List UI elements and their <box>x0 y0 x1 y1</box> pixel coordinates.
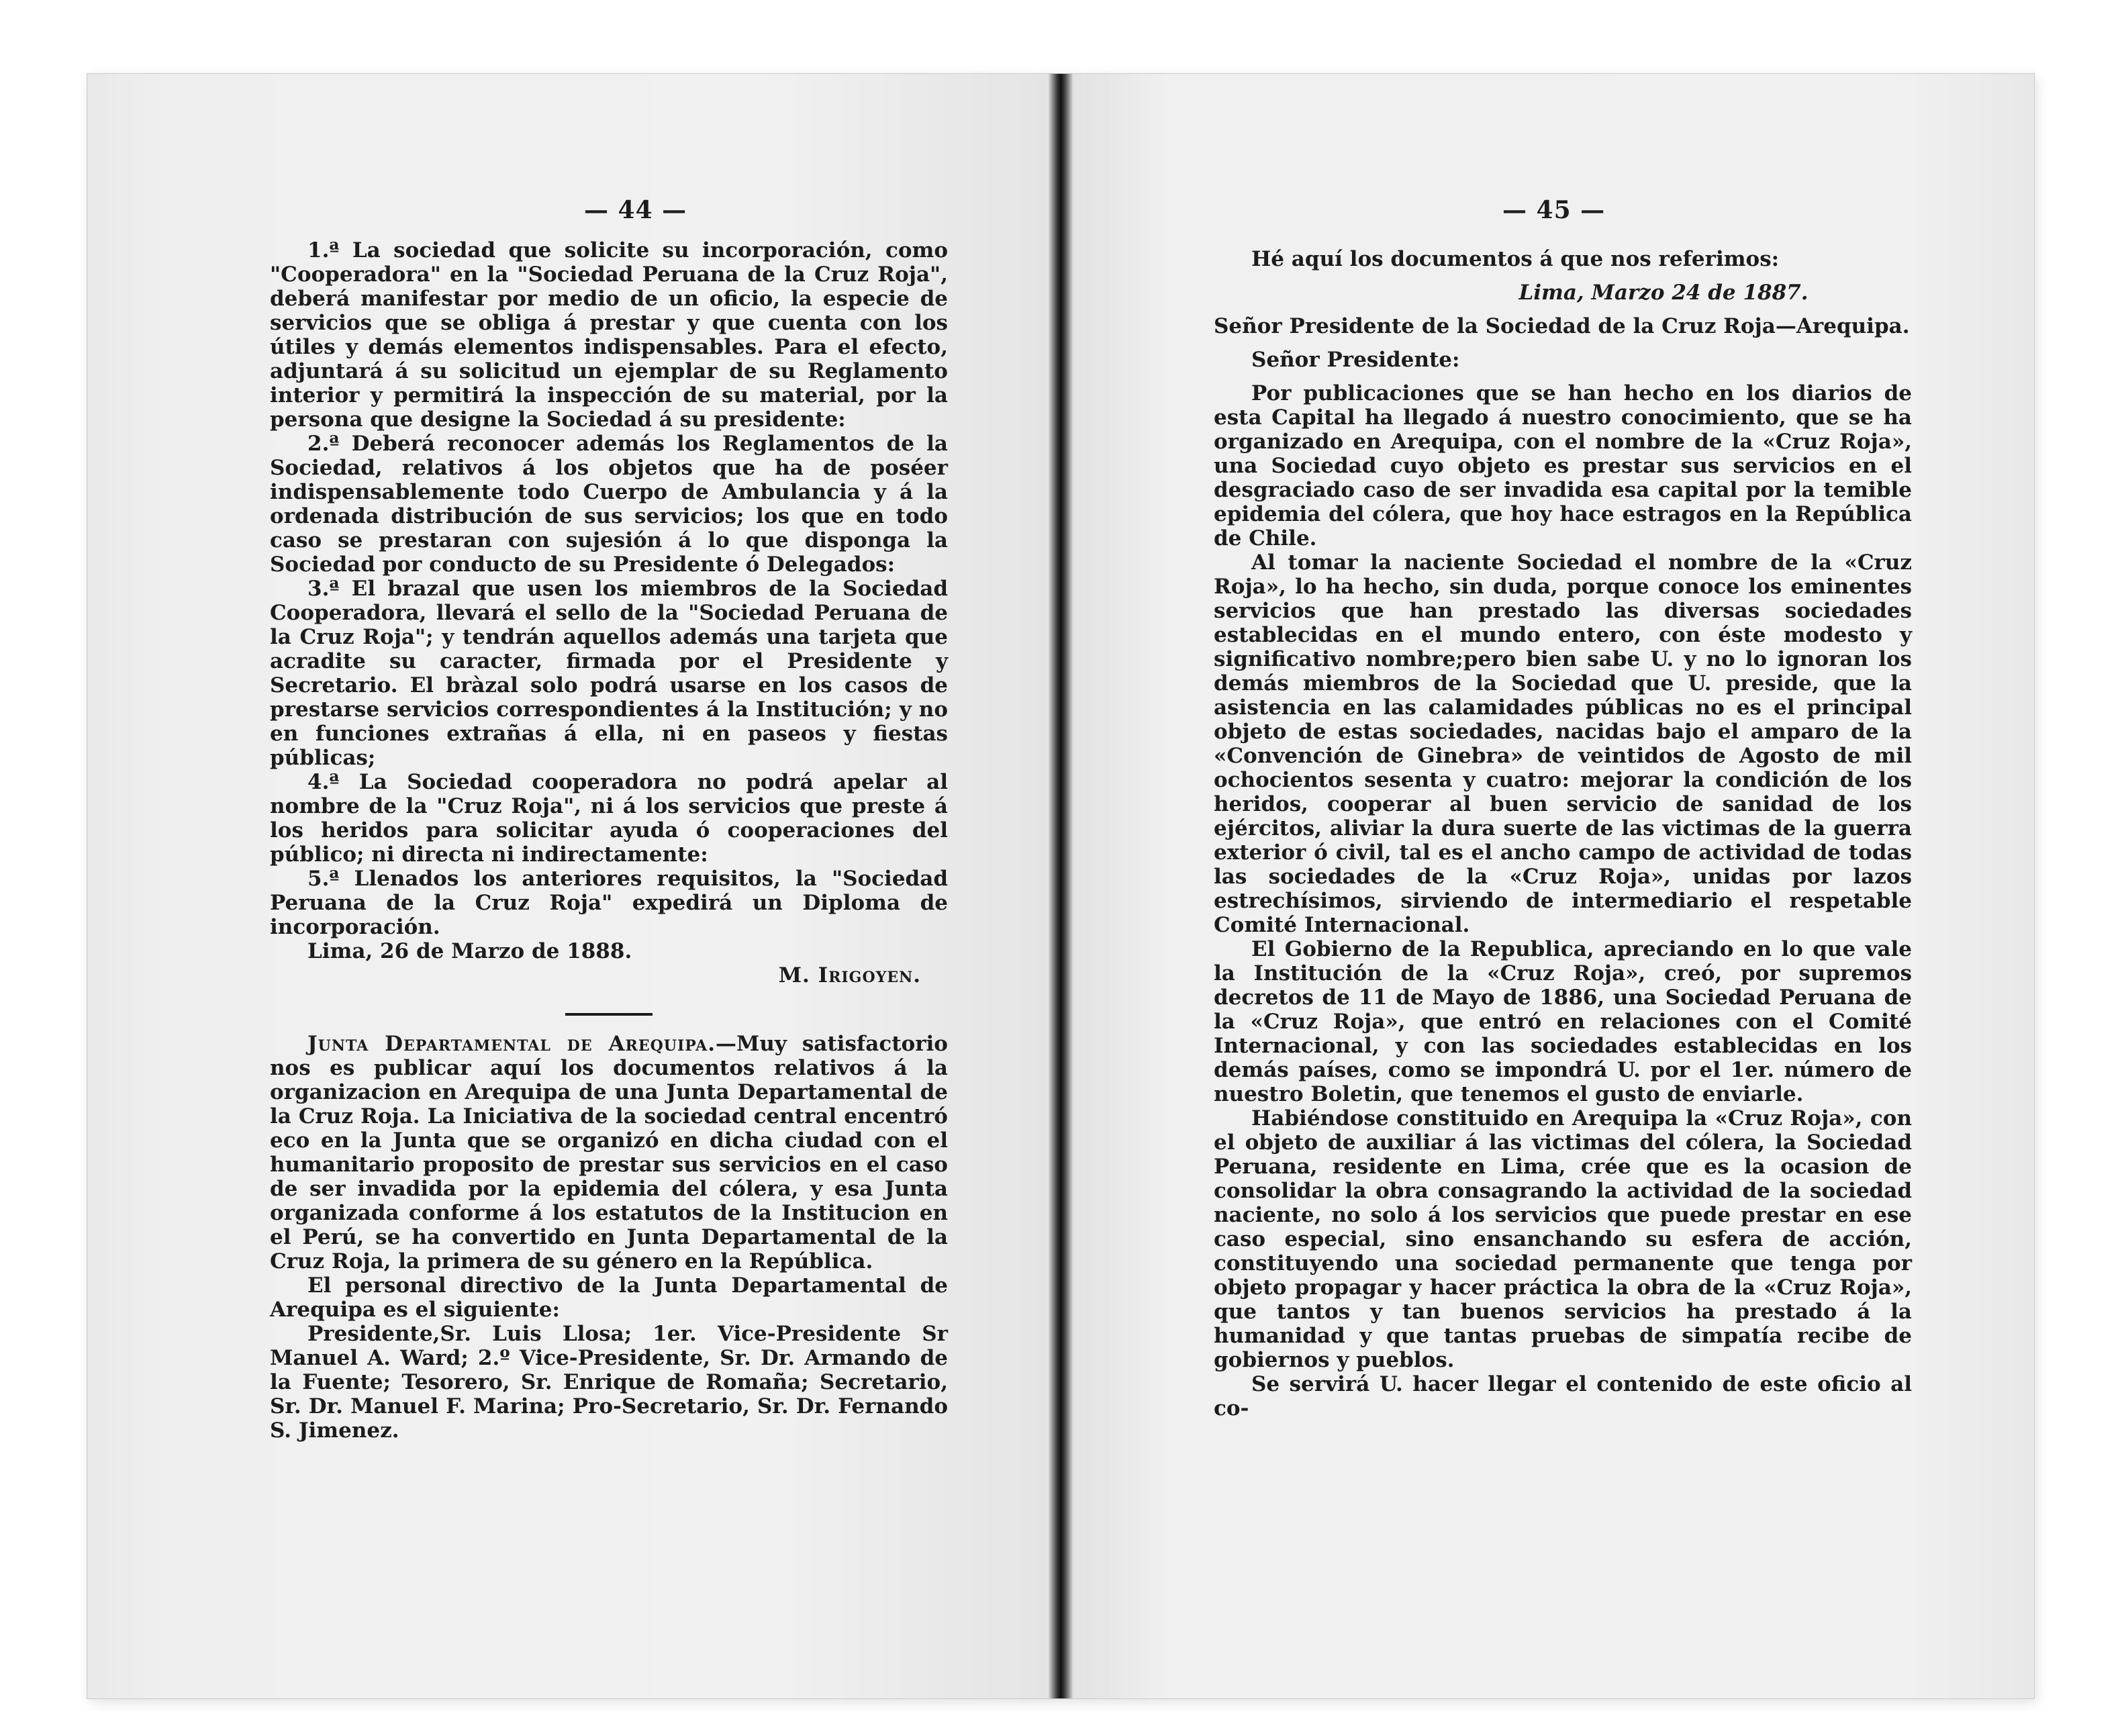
page-number-45: — 45 — <box>1502 196 1606 224</box>
date-line: Lima, 26 de Marzo de 1888. <box>307 939 632 963</box>
left-page <box>87 74 1049 1698</box>
right-page-text <box>1214 247 1912 1420</box>
rule-1: 1.ª La sociedad que solicite su incorporación, como "Cooperadora" en la "Sociedad Peruana de la Cruz Roja", deberá manifestar por medio de un oficio, la especie de servicios que se obliga á prestar y que cuenta con los útiles y demás elementos indispensables. Para el efecto, adjuntará á su solicitud un ejemplar de su Reglamento interior y permitirá la inspección de su material, por la persona que designe la Sociedad á su presidente: <box>270 238 948 432</box>
letter-paragraph-4: Habiéndose constituido en Arequipa la «Cruz Roja», con el objeto de auxiliar á las victimas del cólera, la Sociedad Peruana, residente en Lima, crée que es la ocasion de consolidar la obra consagrando la actividad de la sociedad naciente, no solo á los servicios que puede prestar en ese caso especial, sino ensanchando su esfera de acción, constituyendo una sociedad permanente que tenga por objeto propagar y hacer práctica la obra de la «Cruz Roja», que tantos y tan buenos servicios ha prestado á la humanidad y que tantas pruebas de simpatía recibe de gobiernos y pueblos. <box>1214 1106 1912 1372</box>
section-divider <box>565 1013 653 1016</box>
intro-line: Hé aquí los documentos á que nos referimos: <box>1251 247 1780 271</box>
letter-addressee: Señor Presidente de la Sociedad de la Cruz Roja—Arequipa. <box>1214 314 1910 338</box>
letter-paragraph-1: Por publicaciones que se han hecho en los diarios de esta Capital ha llegado á nuestro conocimiento, que se ha organizado en Arequipa, con el nombre de la «Cruz Roja», una Sociedad cuyo objeto es prestar sus servicios en el desgraciado caso de ser invadida esa capital por la temible epidemia del cólera, que hoy hace estragos en la República de Chile. <box>1214 381 1912 550</box>
signature: M. Irigoyen. <box>778 963 921 987</box>
right-page <box>1073 74 2034 1698</box>
rule-4: 4.ª La Sociedad cooperadora no podrá apelar al nombre de la "Cruz Roja", ni á los servicios que preste á los heridos para solicitar ayuda ó cooperaciones del público; ni directa ni indirectamente: <box>270 770 948 867</box>
junta-paragraph <box>270 1032 948 1273</box>
letter-paragraph-5: Se servirá U. hacer llegar el contenido de este oficio al co- <box>1214 1372 1912 1420</box>
letter-paragraph-2: Al tomar la naciente Sociedad el nombre de la «Cruz Roja», lo ha hecho, sin duda, porque conoce los eminentes servicios que han prestado las diversas sociedades establecidas en el mundo entero, con éste modesto y significativo nombre;pero bien sabe U. y no lo ignoran los demás miembros de la Sociedad que U. preside, que la asistencia en las calamidades públicas no es el principal objeto de estas sociedades, nacidas bajo el amparo de la «Convención de Ginebra» de veintidos de Agosto de mil ochocientos sesenta y cuatro: mejorar la condición de los heridos, cooperar al buen servicio de sanidad de los ejércitos, aliviar la dura suerte de las victimas de la guerra exterior ó civil, tal es el ancho campo de actividad de todas las sociedades de la «Cruz Roja», unidas por lazos estrechísimos, sirviendo de intermediario el respetable Comité Internacional. <box>1214 550 1912 937</box>
personal-intro: El personal directivo de la Junta Departamental de Arequipa es el siguiente: <box>270 1273 948 1322</box>
rule-3: 3.ª El brazal que usen los miembros de la Sociedad Cooperadora, llevará el sello de la "Sociedad Peruana de la Cruz Roja"; y tendrán aquellos además una tarjeta que acradite su caracter, firmada por el Presidente y Secretario. El bràzal solo podrá usarse en los casos de prestarse servicios correspondientes á la Institución; y no en funciones extrañas á ella, ni en paseos y fiestas públicas; <box>270 577 948 770</box>
rule-5: 5.ª Llenados los anteriores requisitos, la "Sociedad Peruana de la Cruz Roja" expedirá un Diploma de incorporación. <box>270 867 948 939</box>
spacer <box>1214 271 1912 281</box>
letter-dateline: Lima, Marzo 24 de 1887. <box>1519 281 1809 305</box>
letter-paragraph-3: El Gobierno de la Republica, apreciando en lo que vale la Institución de la «Cruz Roja», creó, por supremos decretos de 11 de Mayo de 1886, una Sociedad Peruana de la «Cruz Roja», que entró en relaciones con el Comité Internacional, y con las sociedades establecidas en los demás países, como se impondrá U. por el 1er. número de nuestro Boletin, que tenemos el gusto de enviarle. <box>1214 937 1912 1106</box>
spacer <box>1214 338 1912 348</box>
letter-salutation: Señor Presidente: <box>1251 348 1460 372</box>
spacer <box>1214 372 1912 381</box>
page-number-44: — 44 — <box>584 196 687 224</box>
junta-heading: Junta Departamental de Arequipa. <box>307 1032 716 1056</box>
personal-list: Presidente,Sr. Luis Llosa; 1er. Vice-Presidente Sr Manuel A. Ward; 2.º Vice-Presidente, Sr. Dr. Armando de la Fuente; Tesorero, Sr. Enrique de Romaña; Secretario, Sr. Dr. Manuel F. Marina; Pro-Secretario, Sr. Dr. Fernando S. Jimenez. <box>270 1322 948 1443</box>
junta-body: —Muy satisfactorio nos es publicar aquí los documentos relativos á la organizacion en Arequipa de una Junta Departamental de la Cruz Roja. La Iniciativa de la sociedad central encentró eco en la Junta que se organizó en dicha ciudad con el humanitario proposito de prestar sus servicios en el caso de ser invadida por la epidemia del cólera, y esa Junta organizada conforme á los estatutos de la Institucion en el Perú, se ha convertido en Junta Departamental de la Cruz Roja, la primera de su género en la República. <box>270 1032 948 1273</box>
book-gutter <box>1049 74 1073 1698</box>
book-spread <box>87 74 2034 1698</box>
rule-2: 2.ª Deberá reconocer además los Reglamentos de la Sociedad, relativos á los objetos que ha de poséer indispensablemente todo Cuerpo de Ambulancia y á la ordenada distribución de sus servicios; los que en todo caso se prestaran con sujesión á lo que disponga la Sociedad por conducto de su Presidente ó Delegados: <box>270 432 948 577</box>
spacer <box>1214 305 1912 314</box>
left-page-text <box>270 238 948 1443</box>
